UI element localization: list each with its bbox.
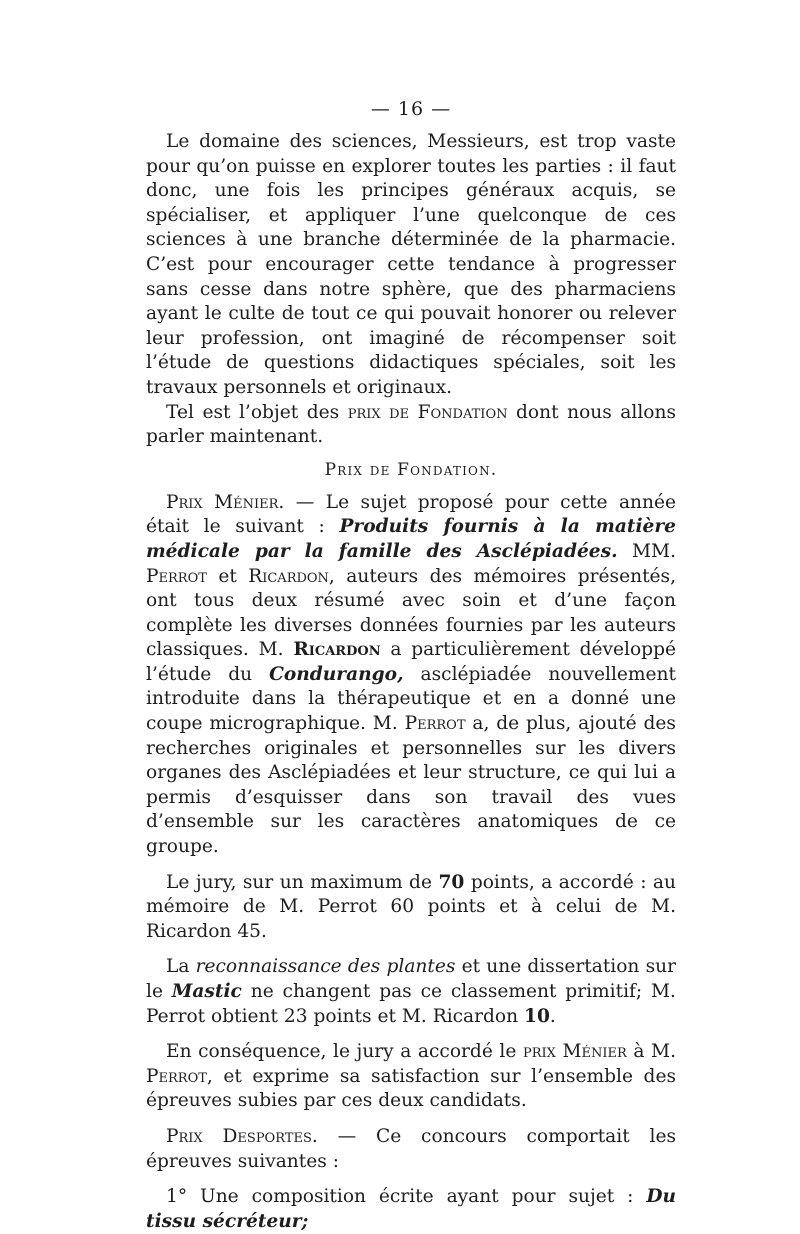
mastic-term: Mastic [171, 981, 242, 1002]
paragraph-objet [146, 401, 676, 450]
score-perrot: 23 [283, 1005, 308, 1027]
reconnaissance-term: reconnaissance des plantes [195, 956, 456, 978]
text: et une dissertation sur le [146, 956, 677, 1002]
name-ricardon: Ricardon [293, 639, 381, 661]
text: a particulièrement développé l’étude du [146, 639, 676, 685]
page-number: — 16 — [370, 98, 452, 120]
score-ricardon: 10 [524, 1005, 550, 1027]
text: à [626, 1041, 652, 1063]
text: MM. [617, 540, 676, 562]
paragraph-consequence [146, 1040, 676, 1114]
name-perrot: Perrot [146, 565, 207, 587]
text: asclépiadée nouvellement introduite dans la thérapeutique et en a donné une coupe micrographique. M. [146, 663, 676, 735]
condurango-term: Condurango, [269, 663, 404, 685]
text: auteurs des mémoires présentés, ont tous deux résumé avec soin et d’une façon complète les diverses données fournies par les auteurs classiques. M. [146, 565, 676, 661]
score-perrot: 60 [390, 896, 415, 918]
paragraph-reconnaissance [146, 955, 676, 1029]
text: points, a accordé : au mémoire de M. Perrot [146, 871, 676, 918]
text: — Le sujet proposé pour cette année était le suivant : [146, 491, 676, 538]
text: En conséquence, le jury a accordé le [166, 1041, 523, 1063]
subject-title: Produits fournis à la matière médicale par la famille des Asclépiadées. [146, 516, 676, 562]
name-ricardon: Ricardon, [248, 565, 335, 587]
prix-de-fondation-term: prix de Fondation [347, 401, 508, 423]
name-perrot: Perrot [404, 713, 466, 735]
score-ricardon: 45 [237, 920, 261, 942]
name-perrot: M. Perrot, [146, 1041, 676, 1087]
text: et exprime sa satisfaction sur l’ensemble des épreuves subies par ces deux candidats. [146, 1065, 676, 1112]
text: La [166, 956, 196, 978]
paragraph-jury [146, 871, 676, 945]
text: ne changent pas ce classement primitif; M. Perrot obtient [146, 981, 676, 1027]
prix-desportes-label: Prix Desportes. [166, 1125, 318, 1147]
prix-menier-term: prix Ménier [522, 1041, 627, 1063]
text: points et à celui de M. Ricardon [146, 896, 676, 942]
prix-menier-label: Prix Ménier. [166, 491, 285, 513]
section-heading: Prix de Fondation. [324, 459, 498, 480]
text: . [549, 1005, 556, 1027]
text: Tel est l’objet des [166, 401, 348, 423]
paragraph-composition [146, 1185, 676, 1234]
text: — Ce concours comportait les épreuves suivantes : [146, 1125, 676, 1172]
text: 1° Une composition écrite ayant pour sujet : [166, 1186, 647, 1208]
text: points et M. Ricardon [307, 1005, 525, 1027]
text: a, de plus, ajouté des recherches originales et personnelles sur les divers organes des Asclépiadées et leur structure, ce qui lui a permis d’esquisser dans son travail des vues d’ensemble sur les caractères anatomiques de ce groupe. [146, 713, 676, 858]
text: dont nous allons parler maintenant. [146, 401, 676, 448]
paragraph-prix-menier [146, 491, 676, 860]
text: Le jury, sur un maximum de [166, 871, 439, 893]
text: et [206, 565, 249, 587]
paragraph-intro: Le domaine des sciences, Messieurs, est trop vaste pour qu’on puisse en explorer toutes les parties : il faut donc, une fois les principes généraux acquis, se spécialiser, et appliquer l’une quelconque de ces sciences à une branche déterminée de la pharmacie. C’est pour encourager cette tendance à progresser sans cesse dans notre sphère, que des pharmaciens ayant le culte de tout ce qui pouvait honorer ou relever leur profession, ont imaginé de récompenser soit l’étude de questions didactiques spéciales, soit les travaux personnels et originaux. [146, 131, 676, 398]
composition-subject: Du tissu sécréteur; [146, 1186, 676, 1232]
paragraph-prix-desportes [146, 1125, 676, 1174]
text: . [261, 920, 267, 942]
score-max: 70 [438, 871, 465, 893]
